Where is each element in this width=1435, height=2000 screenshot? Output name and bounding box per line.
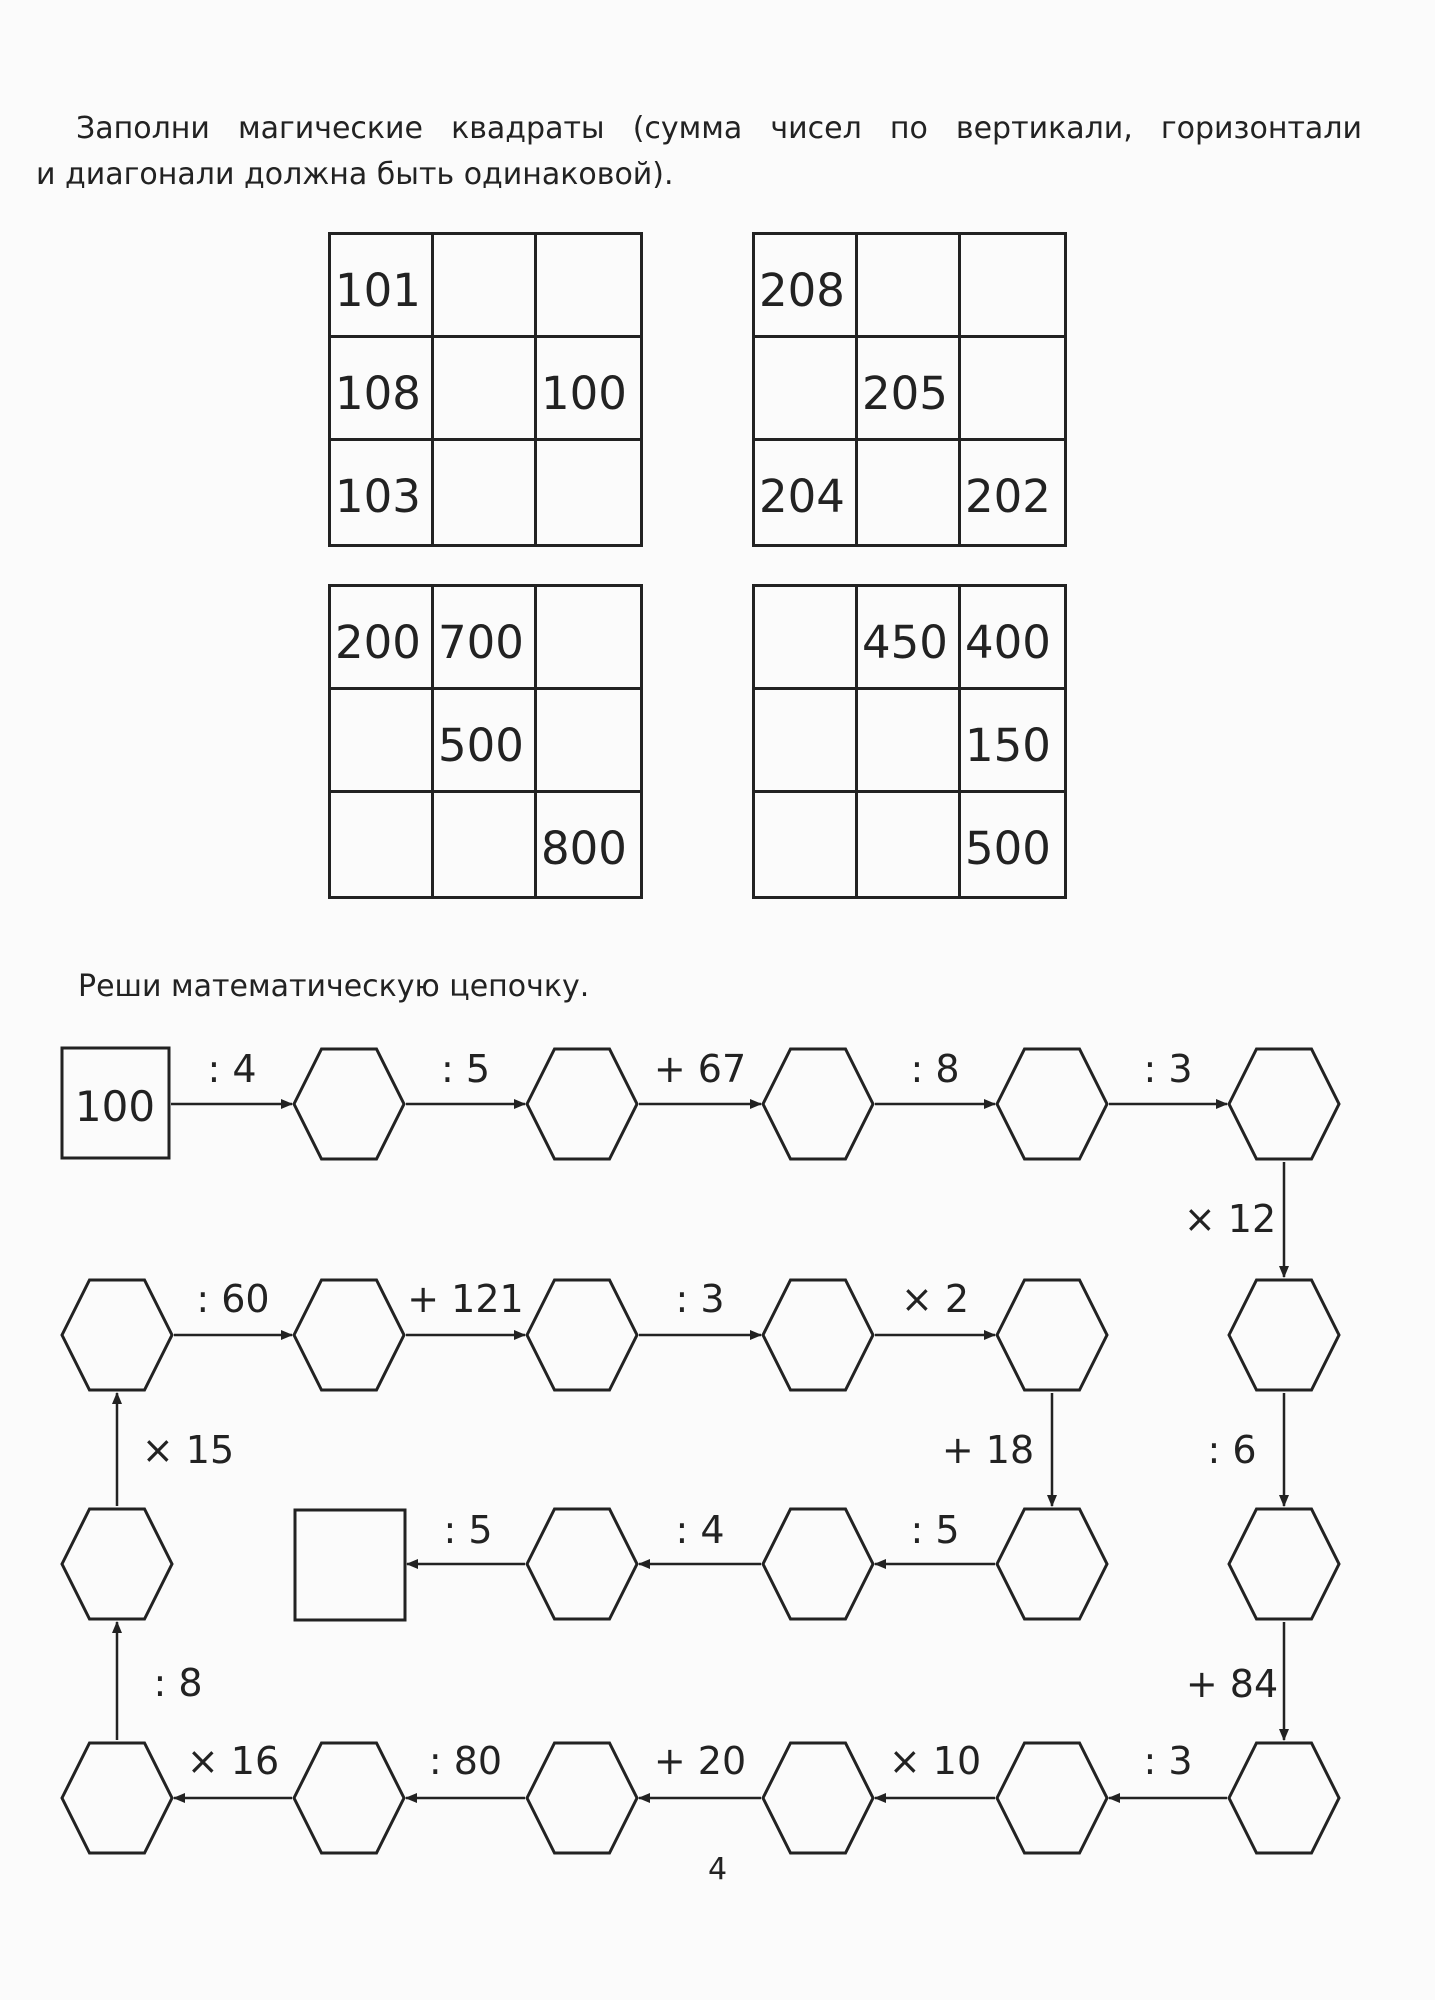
chain-hexagon[interactable] [997,1509,1107,1619]
chain-start-value: 100 [74,1082,156,1131]
chain-operation-label: : 8 [910,1047,960,1091]
page-number: 4 [707,1852,728,1887]
chain-hexagon[interactable] [1229,1743,1339,1853]
chain-operation-label: + 121 [407,1277,524,1321]
chain-hexagon[interactable] [997,1280,1107,1390]
chain-operation-label: : 3 [1143,1739,1193,1783]
chain-operation-label: : 80 [428,1739,503,1783]
chain-hexagon[interactable] [1229,1509,1339,1619]
instruction-magic-squares-cont: и диагонали должна быть одинаковой). [36,157,674,192]
magic-square-cell[interactable]: 208 [755,235,858,338]
magic-square-cell[interactable]: 202 [965,470,1051,523]
chain-answer-box[interactable] [295,1510,405,1620]
magic-square-cell[interactable]: 700 [434,587,537,690]
chain-hexagon[interactable] [1229,1280,1339,1390]
chain-operation-label: × 15 [141,1428,235,1472]
chain-hexagon[interactable] [294,1743,404,1853]
chain-operation-label: + 18 [941,1428,1035,1472]
instruction-chain: Реши математическую цепочку. [78,969,590,1004]
magic-square-cell[interactable]: 204 [755,441,858,544]
chain-operation-label: : 5 [443,1508,493,1552]
chain-hexagon[interactable] [62,1743,172,1853]
chain-hexagon[interactable] [763,1049,873,1159]
chain-hexagon[interactable] [763,1509,873,1619]
chain-hexagon[interactable] [527,1743,637,1853]
chain-hexagon[interactable] [527,1509,637,1619]
chain-hexagon[interactable] [62,1280,172,1390]
magic-square-cell[interactable]: 100 [537,338,640,441]
chain-operation-label: : 3 [675,1277,725,1321]
chain-hexagon[interactable] [997,1049,1107,1159]
chain-operation-label: × 12 [1183,1197,1277,1241]
chain-hexagon[interactable] [763,1280,873,1390]
chain-operation-label: : 3 [1143,1047,1193,1091]
chain-operation-label: × 10 [888,1739,982,1783]
chain-operation-label: : 8 [153,1661,203,1705]
chain-hexagon[interactable] [1229,1049,1339,1159]
chain-operation-label: + 20 [653,1739,747,1783]
magic-square-cell[interactable]: 400 [961,587,1064,690]
magic-square-cell[interactable]: 101 [331,235,434,338]
chain-hexagon[interactable] [294,1049,404,1159]
chain-operation-label: : 6 [1207,1428,1257,1472]
magic-square-cell[interactable]: 450 [858,587,961,690]
magic-square-cell[interactable]: 108 [331,338,434,441]
chain-hexagon[interactable] [763,1743,873,1853]
chain-operation-label: : 5 [440,1047,491,1091]
instruction-magic-squares: Заполни магические квадраты (сумма чисел по вертикали, горизонтали [76,111,1362,146]
magic-square-cell[interactable]: 205 [858,338,961,441]
magic-square-cell[interactable]: 150 [961,690,1064,793]
chain-hexagon[interactable] [997,1743,1107,1853]
chain-hexagon[interactable] [294,1280,404,1390]
magic-square-cell[interactable]: 200 [331,587,434,690]
chain-operation-label: + 84 [1185,1662,1279,1706]
magic-square-cell[interactable]: 500 [434,690,537,793]
chain-operation-label: : 4 [675,1508,725,1552]
magic-square-cell[interactable]: 800 [541,822,627,875]
chain-hexagon[interactable] [527,1049,637,1159]
chain-operation-label: : 4 [207,1047,257,1091]
chain-operation-label: + 67 [653,1047,747,1091]
chain-operation-label: × 16 [186,1739,280,1783]
chain-hexagon[interactable] [527,1280,637,1390]
chain-operation-label: × 2 [900,1277,970,1321]
magic-square-cell[interactable]: 103 [331,441,434,544]
chain-operation-label: : 60 [196,1277,270,1321]
magic-square-cell[interactable]: 500 [965,822,1051,875]
chain-operation-label: : 5 [910,1508,960,1552]
chain-hexagon[interactable] [62,1509,172,1619]
